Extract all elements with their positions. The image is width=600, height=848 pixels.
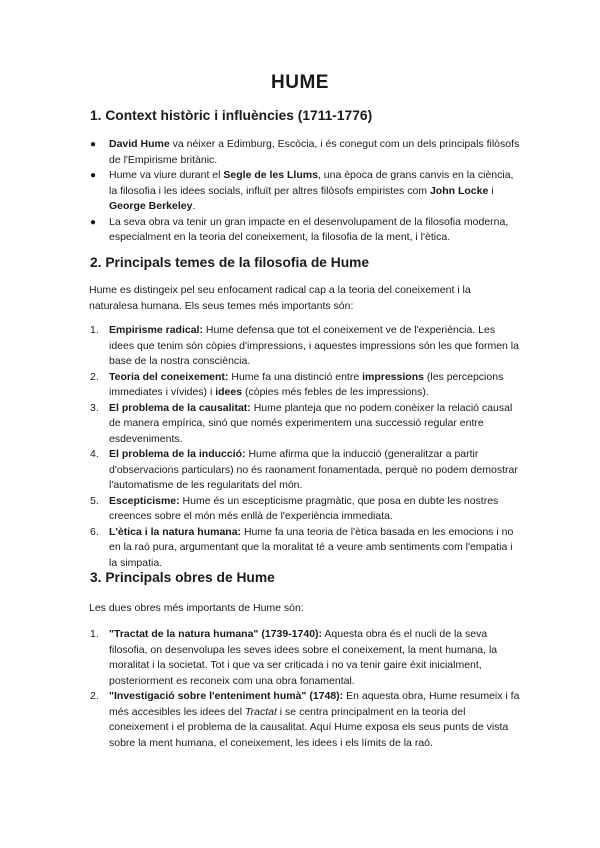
section-1-bullet-list	[90, 137, 520, 246]
page-title: HUME	[271, 72, 329, 93]
section-3-numbered-list	[90, 627, 520, 751]
list-item: 1. Empirisme radical: Hume defensa que tot el coneixement ve de l'experiència. Les idees que tenim són còpies d'impressions, i aquestes impressions són les que formen la base de la nostra consciència.	[90, 324, 519, 367]
list-item: 6. L'ètica i la natura humana: Hume fa una teoria de l'ètica basada en les emocions i no en la raó pura, argumentant que la moralitat té a veure amb sentiments com l'empatia i la simpatia.	[90, 525, 514, 569]
section-1-heading: 1. Context històric i influències (1711-1776)	[90, 108, 373, 123]
list-item: 4. El problema de la inducció: Hume afirma que la inducció (generalitzar a partir d'observacions particulars) no és raonament fonamentada, perquè no podem demostrar l'automatisme de les regularitats del món.	[90, 448, 518, 491]
list-item: 5. Escepticisme: Hume és un escepticisme pragmàtic, que posa en dubte les nostres creences sobre el món més enllà de l'experiència immediata.	[90, 494, 499, 522]
list-item: ● Hume va viure durant el Segle de les Llums, una època de grans canvis en la ciència, la filosofia i les idees socials, influït per altres filòsofs empiristes com John Locke i George Berkeley.	[90, 169, 514, 212]
list-item: 2. Teoria del coneixement: Hume fa una distinció entre impressions (les percepcions immediates i vívides) i idees (còpies més febles de les impressions).	[90, 370, 504, 398]
section-2-intro: Hume es distingeix pel seu enfocament radical cap a la teoria del coneixement i la naturalesa humana. Els seus temes més importants són:	[89, 284, 471, 312]
list-item: ● La seva obra va tenir un gran impacte en el desenvolupament de la filosofia moderna, especialment en la teoria del coneixement, la filosofia de la ment, i l'ètica.	[90, 215, 509, 243]
list-item: 2. "Investigació sobre l'enteniment humà" (1748): En aquesta obra, Hume resumeix i fa més accesibles les idees del Tractat i se centra principalment en la teoria del coneixement i el problema de la causalitat. Aquí Hume exposa els seus punts de vista sobre la ment humana, el coneixement, les idees i els límits de la raó.	[90, 690, 520, 749]
section-2-numbered-list	[90, 323, 520, 571]
list-item: 1. "Tractat de la natura humana" (1739-1740): Aquesta obra és el nucli de la seva filosofia, on desenvolupa les seves idees sobre el coneixement, la ment humana, la moralitat i la societat. Tot i que va ser criticada i no va tenir gaire èxit inicialment, posteriorment es reconeix com una obra fonamental.	[90, 628, 498, 687]
bullet-icon: ●	[90, 170, 97, 181]
section-3-intro: Les dues obres més importants de Hume són:	[89, 602, 304, 614]
list-item: ● David Hume va néixer a Edimburg, Escòcia, i és conegut com un dels principals filòsofs de l'Empirisme britànic.	[90, 138, 520, 166]
list-item: 3. El problema de la causalitat: Hume planteja que no podem conèixer la relació causal de manera empírica, sinó que només experimentem una successió regular entre esdeveniments.	[90, 401, 513, 445]
bullet-icon: ●	[90, 216, 97, 228]
bullet-icon: ●	[90, 139, 97, 150]
section-3-heading: 3. Principals obres de Hume	[90, 570, 275, 585]
section-2-heading: 2. Principals temes de la filosofia de Hume	[90, 255, 370, 270]
